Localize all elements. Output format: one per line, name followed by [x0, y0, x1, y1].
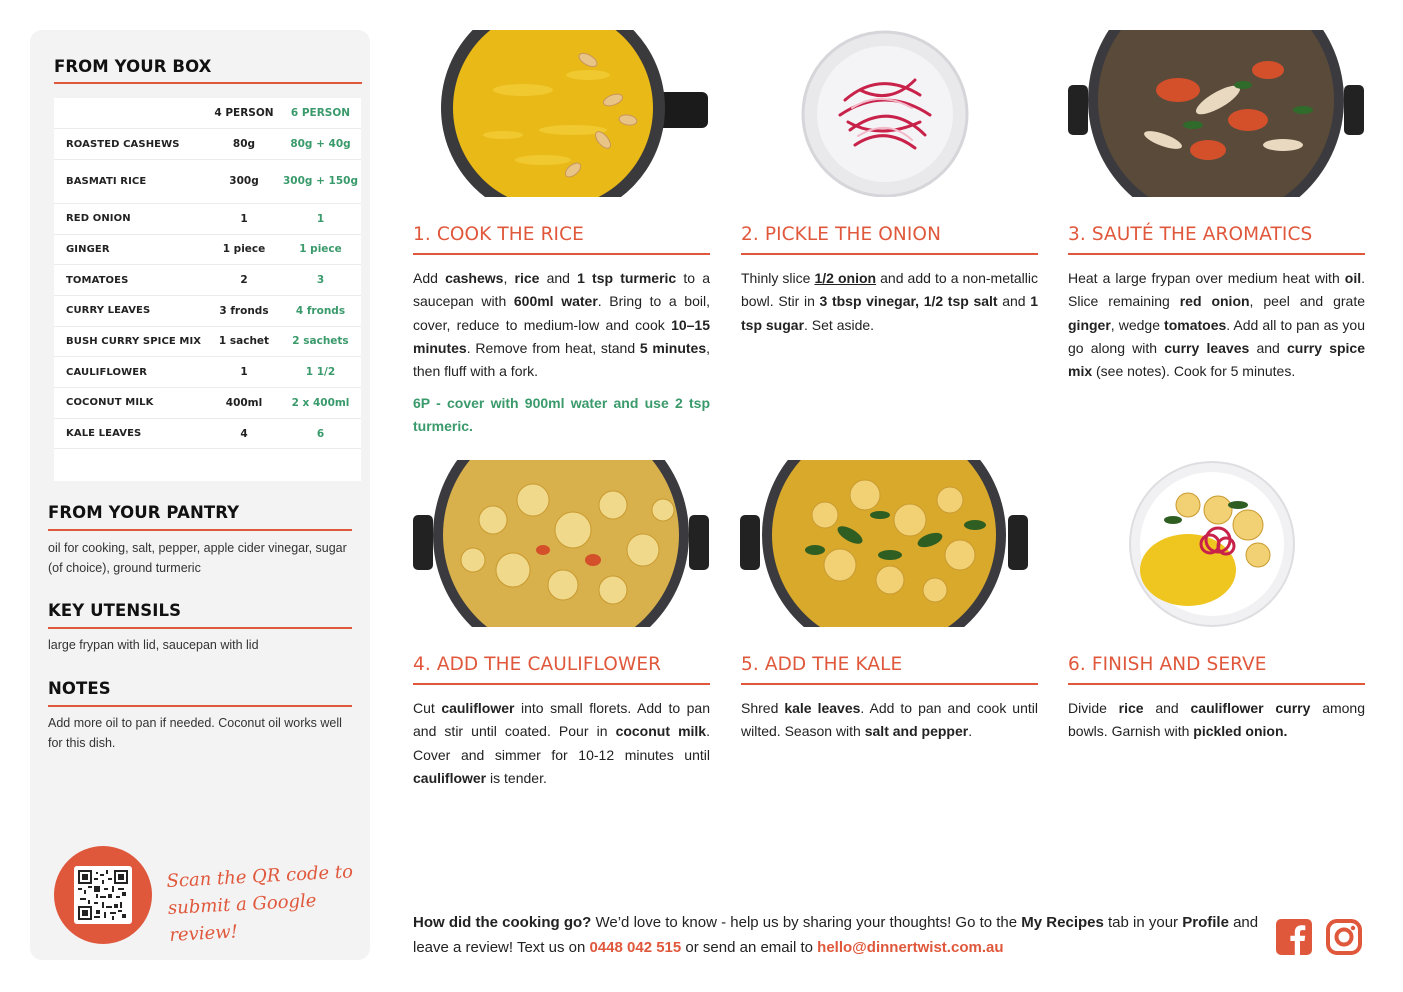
table-row [54, 357, 361, 388]
bold-text: cashews [445, 270, 504, 286]
instagram-icon[interactable] [1325, 918, 1363, 956]
table-row [54, 295, 361, 326]
table-row [54, 418, 361, 449]
bold-text: ginger [1068, 316, 1111, 333]
ingredient-name: ROASTED CASHEWS [54, 129, 208, 160]
bold-text: cauliflower curry [1190, 700, 1311, 716]
quantity-6-person: 1 1/2 [280, 357, 361, 388]
text-segment: Shred [741, 700, 785, 716]
bold-text: red onion [1179, 293, 1250, 310]
text-segment: Cut [413, 700, 442, 716]
quantity-6-person: 3 [280, 265, 361, 296]
text-segment: Divide [1068, 700, 1119, 716]
text-segment: . Remove from heat, stand [466, 339, 640, 356]
bold-text: cauliflower [441, 700, 515, 716]
text-segment: (see notes). Cook for 5 minutes. [1092, 363, 1296, 380]
quantity-6-person: 6 [280, 418, 361, 449]
ingredient-name: BASMATI RICE [54, 159, 208, 203]
text-segment: Add [413, 270, 446, 286]
step-6-title: 6. FINISH AND SERVE [1068, 654, 1267, 675]
bold-text: 600ml water [513, 293, 598, 310]
text-segment: and leave a review! Text us on [413, 914, 1259, 956]
quantity-4-person: 1 piece [208, 234, 280, 265]
table-row [54, 388, 361, 419]
ingredient-name: CURRY LEAVES [54, 295, 208, 326]
column-header-ingredient [54, 98, 208, 129]
divider [413, 253, 710, 255]
bold-text: Profile [1182, 914, 1229, 931]
qr-code-icon[interactable] [74, 866, 132, 924]
step-1-note: 6P - cover with 900ml water and use 2 tsp turmeric. [413, 395, 710, 435]
ingredient-name: CAULIFLOWER [54, 357, 208, 388]
divider [1068, 253, 1365, 255]
text-segment: , then fluff with a fork. [413, 339, 710, 380]
column-header-6-person: 6 PERSON [280, 98, 361, 129]
ingredient-name: COCONUT MILK [54, 388, 208, 419]
bold-text: salt and pepper [864, 723, 969, 740]
review-prompt [413, 910, 1263, 960]
sidebar [30, 30, 370, 960]
bold-text: How did the cooking go? [413, 914, 592, 931]
bold-text: tomatoes [1164, 316, 1227, 333]
utensils-title: KEY UTENSILS [48, 601, 182, 620]
step-4-title: 4. ADD THE CAULIFLOWER [413, 654, 662, 675]
plated-dish-photo [1068, 460, 1365, 627]
text-segment: and add to a non-metallic bowl. Stir in [741, 270, 1039, 310]
table-row [54, 234, 361, 265]
ingredients-card [54, 98, 361, 481]
divider [741, 683, 1038, 685]
text-segment: among bowls. Garnish with [1068, 700, 1365, 740]
step-1-title: 1. COOK THE RICE [413, 224, 584, 245]
text-segment: Heat a large frypan over medium heat with [1068, 270, 1345, 286]
quantity-4-person: 300g [208, 159, 280, 203]
pickled-onion-bowl-photo [740, 30, 1037, 197]
text-segment: to a saucepan with [413, 270, 710, 310]
quantity-6-person: 4 fronds [280, 295, 361, 326]
table-row [54, 159, 361, 203]
divider [48, 705, 352, 707]
cauliflower-pan-photo [413, 460, 710, 627]
divider [48, 627, 352, 629]
bold-text: rice [514, 270, 540, 286]
quantity-4-person: 1 [208, 203, 280, 234]
quantity-4-person: 3 fronds [208, 295, 280, 326]
rice-pan-photo [413, 30, 710, 197]
step-2-text [741, 267, 1038, 337]
step-4-text [413, 697, 710, 790]
pantry-text: oil for cooking, salt, pepper, apple cider vinegar, sugar (of choice), ground turmeric [48, 541, 347, 575]
text-segment: and [1249, 339, 1287, 356]
text-segment: , peel and grate [1249, 293, 1365, 310]
bold-text: curry spice mix [1068, 339, 1365, 380]
divider [741, 253, 1038, 255]
quantity-6-person: 1 piece [280, 234, 361, 265]
quantity-6-person: 300g + 150g [280, 159, 361, 203]
bold-text: pickled onion. [1193, 723, 1288, 740]
step-5-text [741, 697, 1038, 744]
text-segment: and [1143, 700, 1191, 716]
ingredient-name: BUSH CURRY SPICE MIX [54, 326, 208, 357]
bold-text: kale leaves [784, 700, 861, 716]
step-2-title: 2. PICKLE THE ONION [741, 224, 942, 245]
quantity-6-person: 1 [280, 203, 361, 234]
bold-text: curry leaves [1164, 339, 1250, 356]
bold-text: oil [1344, 270, 1362, 286]
bold-text: 5 minutes [639, 339, 707, 356]
text-segment: . Bring to a boil, cover, reduce to medium-low and cook [413, 293, 710, 333]
from-box-title: FROM YOUR BOX [54, 57, 212, 76]
bold-text: coconut milk [615, 723, 707, 740]
qr-caption-line-2: submit a Google review! [167, 890, 317, 946]
bold-text: 1/2 onion [814, 270, 877, 286]
ingredient-name: GINGER [54, 234, 208, 265]
divider [1068, 683, 1365, 685]
quantity-4-person: 80g [208, 129, 280, 160]
ingredient-name: TOMATOES [54, 265, 208, 296]
bold-text: 3 tbsp vinegar, 1/2 tsp salt [819, 293, 998, 310]
notes-text: Add more oil to pan if needed. Coconut oil works well for this dish. [48, 716, 342, 750]
quantity-6-person: 80g + 40g [280, 129, 361, 160]
text-segment: . Add all to pan as you go along with [1068, 316, 1365, 356]
text-segment: . Slice remaining [1068, 270, 1365, 310]
divider [48, 529, 352, 531]
step-1-text [413, 267, 710, 383]
notes-title: NOTES [48, 679, 111, 698]
table-row [54, 326, 361, 357]
aromatics-pan-photo [1068, 30, 1365, 197]
pantry-title: FROM YOUR PANTRY [48, 503, 240, 522]
bold-text: rice [1118, 700, 1144, 716]
text-segment: Thinly slice [741, 270, 815, 286]
table-spacer-row [54, 449, 361, 480]
text-segment: . Cover and simmer for 10-12 minutes until [413, 723, 710, 763]
text-segment: is tender. [486, 769, 547, 786]
divider [54, 82, 362, 84]
text-segment: , wedge [1110, 316, 1165, 333]
text-segment: and [997, 293, 1031, 310]
bold-text: cauliflower [413, 769, 487, 786]
facebook-icon[interactable] [1275, 918, 1313, 956]
quantity-4-person: 400ml [208, 388, 280, 419]
table-row [54, 265, 361, 296]
qr-caption [166, 858, 360, 949]
bold-text: 1 tsp sugar [741, 293, 1039, 333]
bold-text: 10–15 minutes [413, 316, 710, 356]
bold-text: 1 tsp turmeric [577, 270, 677, 286]
quantity-6-person: 2 sachets [280, 326, 361, 357]
text-segment: into small florets. Add to pan and stir until coated. Pour in [413, 700, 710, 740]
text-segment: . [968, 723, 973, 740]
quantity-4-person: 4 [208, 418, 280, 449]
divider [413, 683, 710, 685]
ingredient-name: RED ONION [54, 203, 208, 234]
text-segment: . Set aside. [804, 316, 875, 333]
table-header-row [54, 98, 361, 129]
table-row [54, 203, 361, 234]
text-segment: We’d love to know - help us by sharing your thoughts! Go to the [591, 914, 1022, 931]
step-3-title: 3. SAUTÉ THE AROMATICS [1068, 224, 1313, 245]
ingredient-name: KALE LEAVES [54, 418, 208, 449]
text-segment: tab in your [1103, 914, 1183, 931]
quantity-6-person: 2 x 400ml [280, 388, 361, 419]
text-segment: and [539, 270, 578, 286]
step-5-title: 5. ADD THE KALE [741, 654, 903, 675]
kale-pan-photo [740, 460, 1037, 627]
step-3-text [1068, 267, 1365, 383]
quantity-4-person: 1 [208, 357, 280, 388]
qr-caption-line-1: Scan the QR code to [166, 861, 354, 893]
utensils-text: large frypan with lid, saucepan with lid [48, 638, 259, 652]
text-segment: , [503, 270, 515, 286]
text-segment: . Add to pan and cook until wilted. Season with [741, 700, 1038, 740]
step-6-text [1068, 697, 1365, 744]
quantity-4-person: 1 sachet [208, 326, 280, 357]
contact-link[interactable]: hello@dinnertwist.com.au [817, 939, 1004, 956]
table-row [54, 129, 361, 160]
qr-badge[interactable] [54, 846, 152, 944]
ingredients-table [54, 98, 361, 480]
text-segment: or send an email to [681, 939, 818, 956]
bold-text: My Recipes [1021, 914, 1104, 931]
column-header-4-person: 4 PERSON [208, 98, 280, 129]
contact-link[interactable]: 0448 042 515 [589, 939, 682, 956]
quantity-4-person: 2 [208, 265, 280, 296]
